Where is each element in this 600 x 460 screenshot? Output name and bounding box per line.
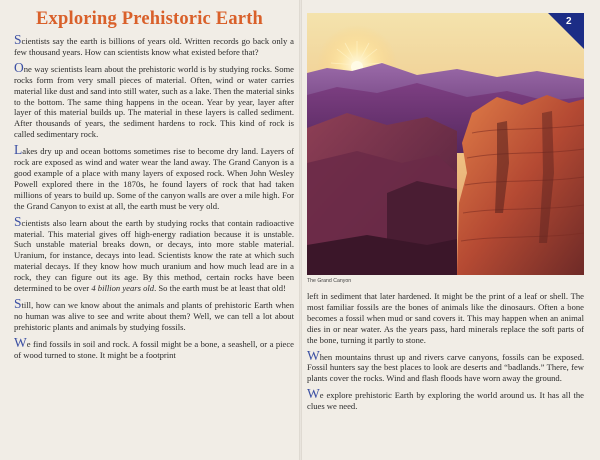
drop-cap: O [14,59,24,75]
right-canyon-cliff [457,95,584,275]
drop-cap: W [307,386,320,402]
paragraph [14,142,294,211]
paragraph [307,386,584,412]
drop-cap: S [14,295,22,311]
paragraph-text: hen mountains thrust up and rivers carve canyons, fossils can be exposed. Fossil hunters say the best places to look are deserts and “badlands.” There, few plants cover the rocks. Wind and flash floods have worn away the ground. [307,351,584,384]
page-number: 2 [566,16,572,27]
drop-cap: W [14,334,27,350]
drop-cap: S [14,32,22,47]
paragraph-text: ne way scientists learn about the prehistoric world is by studying rocks. Some rocks form from very small pieces of material. Often, wind or water carries material like dust and sand into still water, such as a lake. Then the material sinks to the bottom. The same thing happens in the ocean. Year by year, layer after layer of this material builds up. The material in these layers is called sediment. After thousands of years, the sediment hardens to rock. This kind of rock is called sedimentary rock. [14,63,294,140]
paragraph [14,213,294,294]
figure-caption: The Grand Canyon [307,278,352,284]
paragraph-text: . So the earth must be at least that old! [154,283,286,294]
drop-cap: W [307,347,320,363]
paragraph-text: cientists say the earth is billions of years old. Written records go back only a few thousand years. How can scientists know what existed before that? [14,36,294,57]
emphasis-text: 4 billion years old [91,283,155,294]
right-column [307,291,584,417]
page-gutter [299,0,302,460]
page-title: Exploring Prehistoric Earth [36,9,264,29]
paragraph [14,32,294,58]
paragraph-text: left in sediment that later hardened. It might be the print of a leaf or shell. The most familiar fossils are the bones of animals like the dinosaurs. Often a bone becomes a fossil when mud or sand covers it. This may happen when an animal dies in or near water. As the years pass, hard minerals replace the soft parts of the bone, turning it partly to stone. [307,291,584,345]
paragraph [14,295,294,333]
drop-cap: L [14,142,23,158]
grand-canyon-illustration [307,13,584,275]
left-column [14,32,294,365]
paragraph-text: e find fossils in soil and rock. A fossil might be a bone, a seashell, or a piece of wood turned to stone. It might be a footprint [14,338,294,360]
drop-cap: S [14,213,22,229]
paragraph [14,59,294,140]
paragraph [307,291,584,346]
paragraph-text: till, how can we know about the animals and plants of prehistoric Earth when no human was alive to see and write about them? Well, we can tell a lot about prehistoric plants and animals by studying fossils. [14,299,294,332]
paragraph [307,347,584,385]
paragraph-text: akes dry up and ocean bottoms sometimes rise to become dry land. Layers of rock are exposed as wind and water wear the land away. The Grand Canyon is a good example of a place with many layers of exposed rock. When John Wesley Powell explored there in the 1870s, he found layers of rock that had taken millions of years to build up. Some of the canyon walls are over a mile high. For the Grand Canyon to exist at all, the earth must be very old. [14,146,294,211]
paragraph-text: cientists also learn about the earth by studying rocks that contain radioactive material. This material gives off high-energy radiation because it is unstable. Such unstable material breaks down, or decays, into more stable material. Uranium, for instance, decays into lead. Scientists know the rate at which such material decays. If they know how much uranium and how much lead are in a rock, they can figure out its age. By this method, certain rocks have been determined to be over [14,217,294,294]
paragraph [14,334,294,361]
paragraph-text: e explore prehistoric Earth by exploring the world around us. It has all the clues we need. [307,390,584,412]
